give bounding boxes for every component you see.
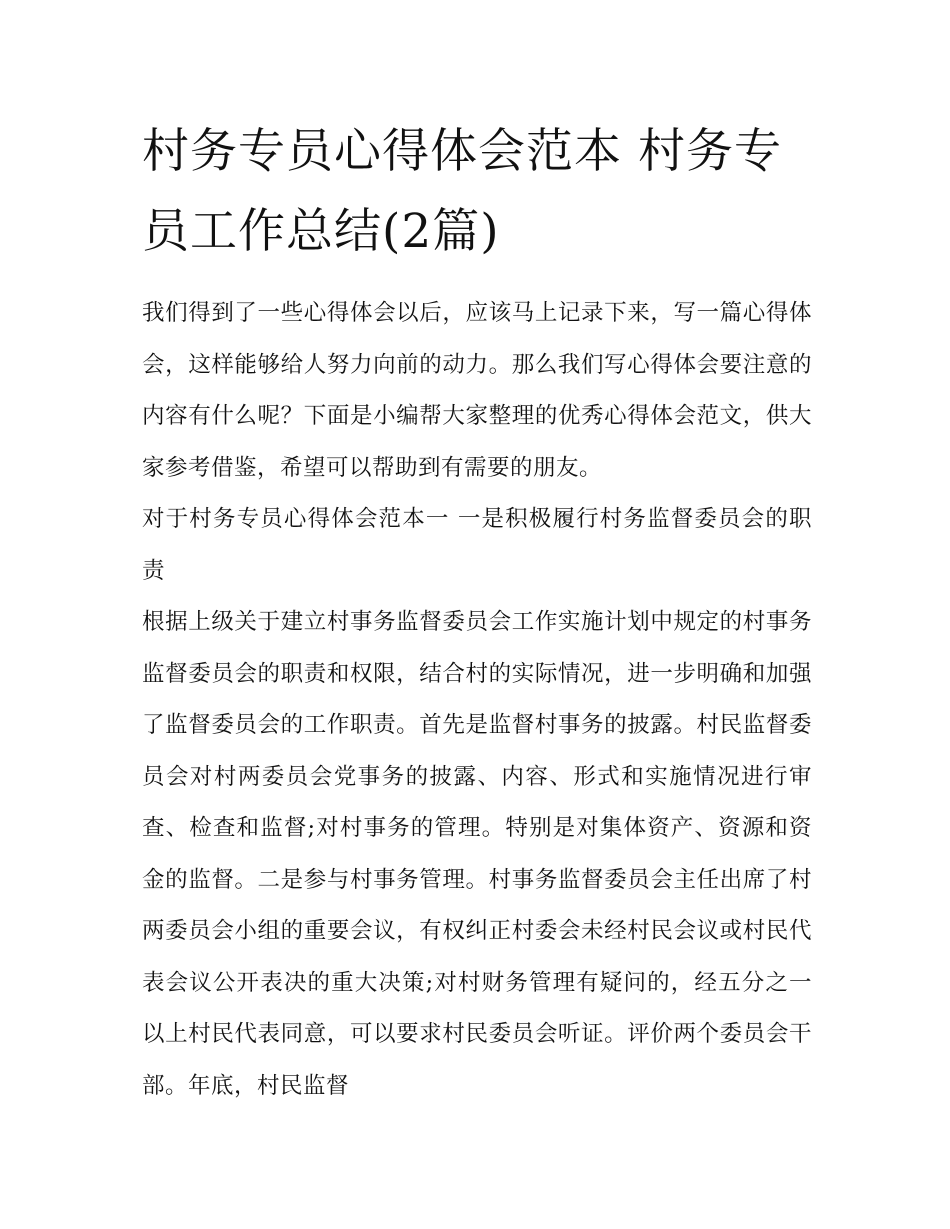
paragraph-body: 根据上级关于建立村事务监督委员会工作实施计划中规定的村事务监督委员会的职责和权限，结合村的实际情况，进一步明确和加强了监督委员会的工作职责。首先是监督村事务的披露。村民监督委员会对村两委员会党事务的披露、内容、形式和实施情况进行审查、检查和监督;对村事务的管理。特别是对集体资产、资源和资金的监督。二是参与村事务管理。村事务监督委员会主任出席了村两委员会小组的重要会议，有权纠正村委会未经村民会议或村民代表会议公开表决的重大决策;对村财务管理有疑问的，经五分之一以上村民代表同意，可以要求村民委员会听证。评价两个委员会干部。年底，村民监督: [142, 609, 812, 1099]
document-body: [142, 112, 812, 1112]
document-title: 村务专员心得体会范本 村务专员工作总结(2篇): [142, 124, 782, 259]
paragraph-intro: 我们得到了一些心得体会以后，应该马上记录下来，写一篇心得体会，这样能够给人努力向前的动力。那么我们写心得体会要注意的内容有什么呢？下面是小编帮大家整理的优秀心得体会范文，供大家参考借鉴，希望可以帮助到有需要的朋友。: [142, 300, 812, 481]
paragraph-section-heading: 对于村务专员心得体会范本一 一是积极履行村务监督委员会的职责: [142, 506, 812, 584]
